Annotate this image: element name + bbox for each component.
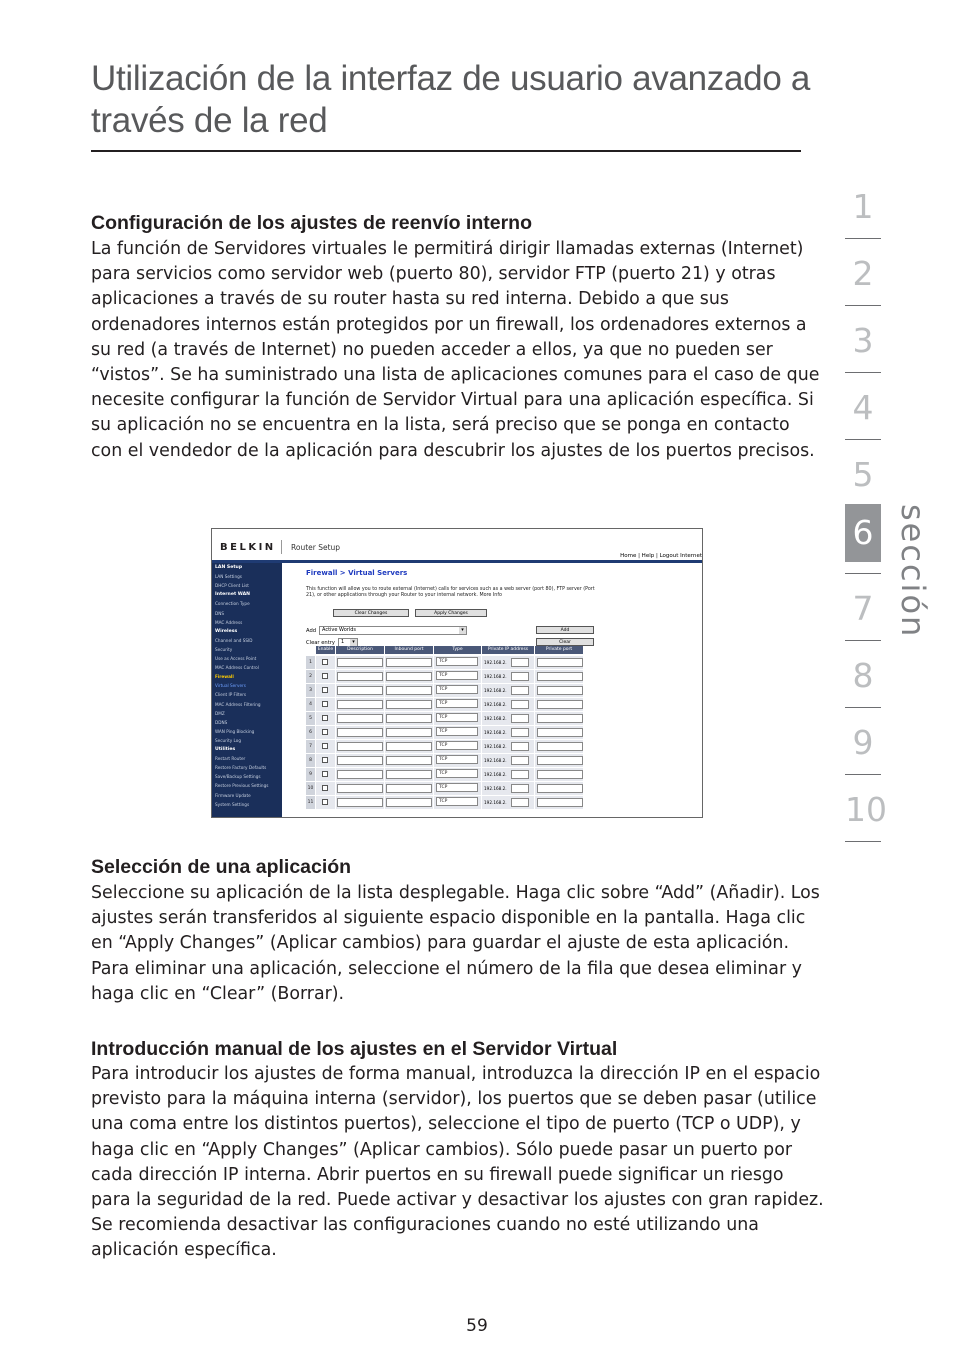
header-links[interactable]: Home | Help | Logout Internet [620, 553, 702, 559]
enable-checkbox[interactable] [322, 701, 328, 707]
inbound-port-input[interactable] [386, 700, 432, 709]
router-sidebar-item[interactable]: Security Log [215, 737, 242, 743]
private-port-input[interactable] [537, 700, 583, 709]
section-nav-number: 3 [852, 321, 874, 360]
private-ip-input[interactable] [511, 742, 529, 751]
section-heading-manual-entry: Introducción manual de los ajustes en el Servidor Virtual [91, 1038, 618, 1060]
type-select[interactable]: TCP [436, 713, 478, 722]
clear-entry-label: Clear entry [306, 640, 335, 646]
virtual-servers-description: This function will allow you to route external (Internet) calls for services such as a web server (port 80), FTP server (Port 21), or other applications through your Router to your internal network. More Info [306, 587, 595, 598]
section-label-text: sección [894, 504, 932, 639]
private-ip-prefix: 192.168.2. [484, 674, 507, 679]
section-nav-number: 10 [845, 790, 887, 829]
enable-checkbox[interactable] [322, 687, 328, 693]
type-select[interactable]: TCP [436, 685, 478, 694]
table-header-cell: Private port [535, 646, 583, 654]
row-number: 9 [306, 768, 315, 781]
application-dropdown[interactable]: Active Worlds ▾ [319, 626, 467, 635]
router-sidebar-item[interactable]: Utilities [215, 747, 236, 752]
private-port-input[interactable] [537, 658, 583, 667]
table-header-cell: Description [336, 646, 384, 654]
private-ip-prefix: 192.168.2. [484, 744, 507, 749]
row-number: 11 [306, 796, 315, 809]
section-nav-item-4[interactable] [845, 373, 881, 440]
type-select[interactable]: TCP [436, 741, 478, 750]
router-sidebar-item[interactable]: System Settings [215, 801, 250, 807]
inbound-port-input[interactable] [386, 672, 432, 681]
type-select[interactable]: TCP [436, 657, 478, 666]
inbound-port-input[interactable] [386, 686, 432, 695]
private-ip-input[interactable] [511, 784, 529, 793]
section-body-internal-forwarding: La función de Servidores virtuales le permitirá dirigir llamadas externas (Internet) para servicios como servidor web (puerto 80), servidor FTP (puerto 21) y otras aplicaciones a través de su router hasta su red interna. Debido a que sus ordenadores internos están protegidos por un firewall, los ordenadores externos a su red (a través de Internet) no pueden acceder a ellos, ya que no pueden ser “vistos”. Se ha suministrado una lista de aplicaciones comunes para el caso de que necesite configurar la función de Servidor Virtual para una aplicación específica. Si su aplicación no se encuentra en la lista, será preciso que se ponga en contacto con el vendedor de la aplicación para descubrir los ajustes de los puertos precisos. [91, 239, 820, 461]
router-sidebar-item[interactable]: MAC Address Control [215, 665, 259, 671]
enable-checkbox[interactable] [322, 673, 328, 679]
apply-changes-button[interactable]: Apply Changes [415, 609, 487, 617]
table-row [306, 698, 588, 712]
router-sidebar-item[interactable]: Security [215, 646, 233, 652]
description-input[interactable] [337, 714, 383, 723]
table-header-cell: Private IP address [482, 646, 534, 654]
private-ip-prefix: 192.168.2. [484, 786, 507, 791]
enable-checkbox[interactable] [322, 743, 328, 749]
router-sidebar-item[interactable]: Restart Router [215, 756, 246, 762]
section-nav-number: 2 [852, 254, 874, 293]
header-separator [281, 540, 282, 554]
section-nav-number: 8 [852, 656, 874, 695]
row-number: 3 [306, 684, 315, 697]
virtual-servers-title: Firewall > Virtual Servers [306, 569, 408, 577]
router-main [282, 563, 702, 818]
table-row [306, 782, 588, 796]
section-nav-divider [845, 841, 881, 842]
private-port-input[interactable] [537, 672, 583, 681]
row-number: 8 [306, 754, 315, 767]
table-row [306, 684, 588, 698]
description-input[interactable] [337, 784, 383, 793]
section-body-select-application: Seleccione su aplicación de la lista desplegable. Haga clic sobre “Add” (Añadir). Los ajustes serán transferidos al siguiente espacio disponible en la pantalla. Haga clic en “Apply Changes” (Aplicar cambios) para guardar el ajuste de esta aplicación. Para eliminar una aplicación, seleccione el número de la fila que desea eliminar y haga clic en “Clear” (Borrar). [91, 883, 820, 1004]
section-nav-item-7[interactable] [845, 574, 881, 641]
router-sidebar-item[interactable]: MAC Address [215, 619, 243, 625]
row-number: 10 [306, 782, 315, 795]
add-button[interactable]: Add [536, 626, 594, 634]
inbound-port-input[interactable] [386, 798, 432, 807]
clear-changes-button[interactable]: Clear Changes [333, 609, 409, 617]
private-port-input[interactable] [537, 798, 583, 807]
router-sidebar-item[interactable]: DNS [215, 610, 225, 616]
section-nav-item-6[interactable] [845, 507, 881, 574]
table-row [306, 656, 588, 670]
table-header-cell: Type [434, 646, 481, 654]
router-sidebar-item[interactable]: Client IP Filters [215, 692, 247, 698]
private-ip-input[interactable] [511, 770, 529, 779]
private-ip-input[interactable] [511, 714, 529, 723]
private-ip-input[interactable] [511, 672, 529, 681]
router-sidebar [212, 563, 282, 818]
row-number: 2 [306, 670, 315, 683]
private-ip-prefix: 192.168.2. [484, 772, 507, 777]
router-sidebar-item[interactable]: Virtual Servers [215, 683, 246, 689]
enable-checkbox[interactable] [322, 771, 328, 777]
description-input[interactable] [337, 728, 383, 737]
table-header-cell: Enable [317, 647, 334, 652]
page-title: Utilización de la interfaz de usuario avanzado a través de la red [91, 59, 811, 140]
private-ip-input[interactable] [511, 756, 529, 765]
type-select[interactable]: TCP [436, 727, 478, 736]
row-number: 1 [306, 656, 315, 669]
section-nav-number: 9 [852, 723, 874, 762]
type-select[interactable]: TCP [436, 671, 478, 680]
section-nav-item-9[interactable] [845, 708, 881, 775]
section-heading-select-application: Selección de una aplicación [91, 856, 352, 878]
private-ip-prefix: 192.168.2. [484, 800, 507, 805]
router-sidebar-item[interactable]: Save/Backup Settings [215, 774, 261, 780]
private-port-input[interactable] [537, 784, 583, 793]
private-ip-input[interactable] [511, 700, 529, 709]
description-input[interactable] [337, 770, 383, 779]
table-row [306, 796, 588, 810]
add-label: Add [306, 628, 317, 634]
description-input[interactable] [337, 700, 383, 709]
router-sidebar-item[interactable]: Restore Factory Defaults [215, 765, 267, 771]
router-sidebar-item[interactable]: Firewall [215, 674, 234, 680]
clear-entry-select[interactable]: 1 ▾ [338, 638, 358, 647]
section-nav-item-8[interactable] [845, 641, 881, 708]
router-sidebar-item[interactable]: Connection Type [215, 601, 250, 607]
router-sidebar-item[interactable]: WAN Ping Blocking [215, 728, 255, 734]
row-number: 4 [306, 698, 315, 711]
description-input[interactable] [337, 798, 383, 807]
enable-checkbox[interactable] [322, 729, 328, 735]
section-nav-item-2[interactable] [845, 239, 881, 306]
type-select[interactable]: TCP [436, 755, 478, 764]
enable-checkbox[interactable] [322, 799, 328, 805]
private-ip-prefix: 192.168.2. [484, 688, 507, 693]
inbound-port-input[interactable] [386, 728, 432, 737]
table-row [306, 670, 588, 684]
router-sidebar-item[interactable]: DDNS [215, 719, 228, 725]
enable-checkbox[interactable] [322, 757, 328, 763]
row-number: 5 [306, 712, 315, 725]
section-nav-item-5[interactable] [845, 440, 881, 507]
inbound-port-input[interactable] [386, 658, 432, 667]
section-nav-item-10[interactable] [845, 775, 887, 842]
section-label [893, 504, 933, 639]
enable-checkbox[interactable] [322, 785, 328, 791]
section-nav-number: 1 [852, 187, 874, 226]
router-sidebar-item[interactable]: DHCP Client List [215, 583, 249, 589]
belkin-logo: BELKIN [220, 542, 276, 553]
private-ip-input[interactable] [511, 658, 529, 667]
description-input[interactable] [337, 658, 383, 667]
section-nav-number: 4 [852, 388, 874, 427]
table-row [306, 712, 588, 726]
private-ip-prefix: 192.168.2. [484, 758, 507, 763]
description-input[interactable] [337, 756, 383, 765]
router-sidebar-item[interactable]: LAN Settings [215, 574, 242, 580]
router-sidebar-item[interactable]: Channel and SSID [215, 637, 253, 643]
section-nav-number: 5 [852, 455, 874, 494]
table-header-cell: Inbound port [385, 646, 433, 654]
enable-checkbox[interactable] [322, 715, 328, 721]
table-row [306, 768, 588, 782]
router-sidebar-item[interactable]: LAN Setup [215, 565, 243, 570]
inbound-port-input[interactable] [386, 770, 432, 779]
router-sidebar-item[interactable]: Wireless [215, 628, 238, 634]
type-select[interactable]: TCP [436, 699, 478, 708]
private-ip-prefix: 192.168.2. [484, 716, 507, 721]
private-ip-prefix: 192.168.2. [484, 730, 507, 735]
section-nav-item-3[interactable] [845, 306, 881, 373]
inbound-port-input[interactable] [386, 756, 432, 765]
private-port-input[interactable] [537, 742, 583, 751]
router-sidebar-item[interactable]: DMZ [215, 710, 225, 716]
router-setup-title: Router Setup [291, 543, 341, 552]
router-sidebar-item[interactable]: Restore Previous Settings [215, 783, 269, 789]
private-port-input[interactable] [537, 770, 583, 779]
type-select[interactable]: TCP [436, 769, 478, 778]
private-ip-input[interactable] [511, 728, 529, 737]
private-port-input[interactable] [537, 714, 583, 723]
description-input[interactable] [337, 672, 383, 681]
description-input[interactable] [337, 686, 383, 695]
table-row [306, 740, 588, 754]
private-ip-input[interactable] [511, 686, 529, 695]
title-divider [91, 150, 801, 152]
table-row [306, 754, 588, 768]
clear-button[interactable]: Clear [536, 638, 594, 646]
section-nav-item-1[interactable] [845, 172, 881, 239]
description-input[interactable] [337, 742, 383, 751]
enable-checkbox[interactable] [322, 659, 328, 665]
inbound-port-input[interactable] [386, 714, 432, 723]
table-row [306, 726, 588, 740]
router-sidebar-item[interactable]: MAC Address Filtering [215, 701, 261, 707]
section-body-manual-entry: Para introducir los ajustes de forma manual, introduzca la dirección IP en el espacio previsto para la máquina interna (servidor), los puertos que se deben pasar (utilice una coma entre los distintos puertos), seleccione el tipo de puerto (TCP o UDP), y haga clic en “Apply Changes” (Aplicar cambios). Sólo puede pasar un puerto por cada dirección IP interna. Abrir puertos en su firewall puede significar un riesgo para la seguridad de la red. Puede activar y desactivar los ajustes con gran rapidez. Se recomienda desactivar las configuraciones cuando no esté utilizando una aplicación específica. [91, 1064, 824, 1261]
private-ip-prefix: 192.168.2. [484, 702, 507, 707]
private-ip-prefix: 192.168.2. [484, 660, 507, 665]
row-number: 6 [306, 726, 315, 739]
section-nav-number: 7 [852, 589, 874, 628]
router-sidebar-item[interactable]: Firmware Update [215, 792, 251, 798]
page-number: 59 [466, 1316, 488, 1336]
router-sidebar-item[interactable]: Use as Access Point [215, 656, 257, 661]
inbound-port-input[interactable] [386, 784, 432, 793]
row-number: 7 [306, 740, 315, 753]
type-select[interactable]: TCP [436, 783, 478, 792]
section-heading-internal-forwarding: Configuración de los ajustes de reenvío interno [91, 212, 532, 234]
private-ip-input[interactable] [511, 798, 529, 807]
type-select[interactable]: TCP [436, 797, 478, 806]
section-nav-number: 6 [845, 504, 881, 562]
router-sidebar-item[interactable]: Internet WAN [215, 592, 250, 598]
inbound-port-input[interactable] [386, 742, 432, 751]
router-header [212, 529, 702, 559]
private-port-input[interactable] [537, 756, 583, 765]
router-screenshot [211, 528, 703, 818]
private-port-input[interactable] [537, 686, 583, 695]
private-port-input[interactable] [537, 728, 583, 737]
